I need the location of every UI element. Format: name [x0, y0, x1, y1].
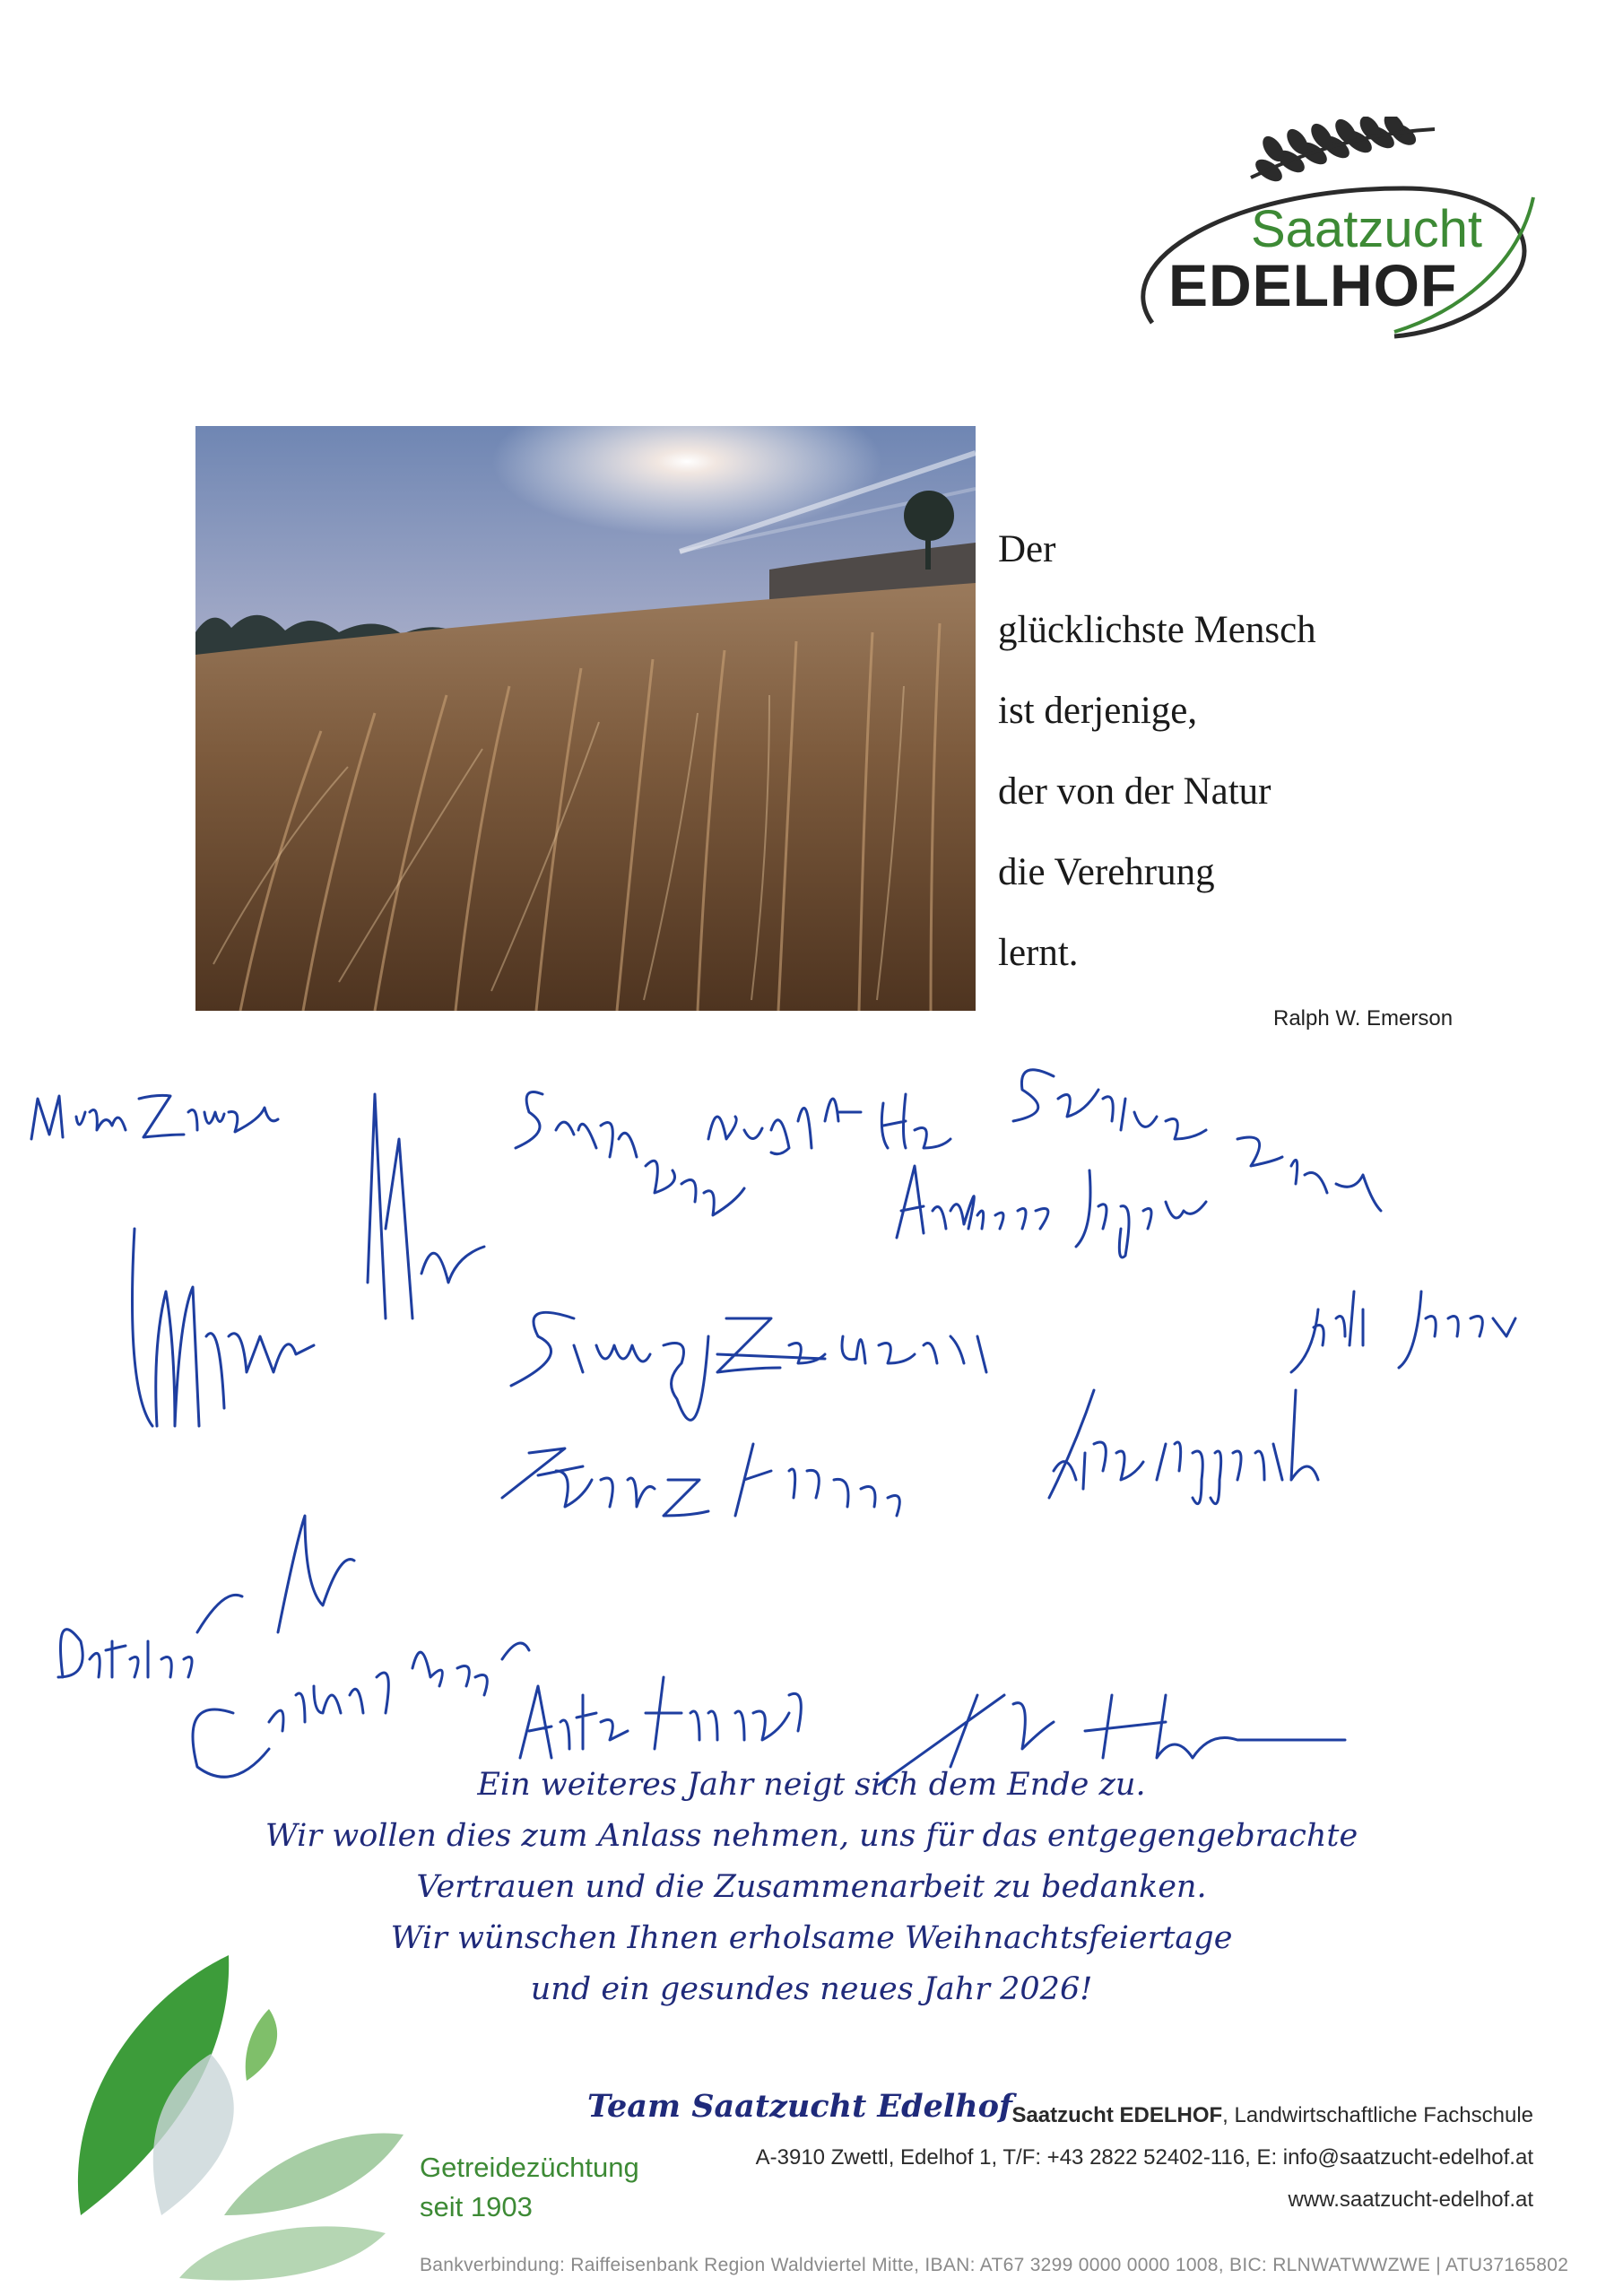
wheat-field-image	[195, 426, 976, 1011]
logo-text-saatzucht: Saatzucht	[1251, 200, 1482, 258]
message-line: Vertrauen und die Zusammenarbeit zu bedanken.	[416, 1869, 1207, 1905]
bank-details: Bankverbindung: Raiffeisenbank Region Waldviertel Mitte, IBAN: AT67 3299 0000 0000 1008, BIC: RLNWATWWZWE | ATU37165802	[420, 2255, 1569, 2275]
quote-line: Der	[998, 528, 1056, 570]
signature-check-mark	[278, 1516, 354, 1632]
signature-sandra-berger	[516, 1092, 744, 1216]
address: A-3910 Zwettl, Edelhof 1, T/F: +43 2822 52402-116, E: info@saatzucht-edelhof.at	[755, 2145, 1533, 2170]
signature-andreas-jaeger	[897, 1166, 1206, 1257]
saatzucht-edelhof-logo	[1125, 117, 1538, 341]
quote-line: die Verehrung	[998, 851, 1215, 893]
signature-anita-feilinger	[520, 1677, 801, 1758]
signature-gabriele-pernhaupt	[193, 1643, 529, 1777]
website-link[interactable]: www.saatzucht-edelhof.at	[1288, 2187, 1533, 2212]
signature-franz-wenner	[502, 1444, 899, 1516]
org-suffix: , Landwirtschaftliche Fachschule	[1222, 2103, 1533, 2127]
wheat-field-photo	[195, 426, 976, 1011]
signature-robert-janeczek	[1291, 1292, 1515, 1372]
quote-line: ist derjenige,	[998, 690, 1198, 732]
quote-author: Ralph W. Emerson	[1273, 1006, 1454, 1031]
tagline-line2: seit 1903	[420, 2191, 533, 2222]
message-line: Wir wollen dies zum Anlass nehmen, uns für das entgegengebrachte	[265, 1818, 1358, 1854]
message-line: Ein weiteres Jahr neigt sich dem Ende zu.	[477, 1767, 1146, 1803]
signature-mina-zaruga	[31, 1095, 278, 1139]
leaves-logo-icon	[54, 1946, 430, 2287]
quote-line: der von der Natur	[998, 770, 1271, 813]
signature-sims-zeder	[511, 1312, 986, 1420]
tagline-line1: Getreidezüchtung	[420, 2152, 639, 2183]
signature-rudolf-hel	[708, 1094, 950, 1154]
message-line: und ein gesundes neues Jahr 2026!	[530, 1971, 1093, 2007]
tagline	[420, 2148, 639, 2227]
message-line: Wir wünschen Ihnen erholsame Weihnachtsfeiertage	[390, 1920, 1233, 1956]
signature-sabine-zeller	[1013, 1070, 1381, 1211]
quote-line: lernt.	[998, 932, 1079, 974]
org-name: Saatzucht EDELHOF	[1011, 2103, 1223, 2127]
quote-line: glücklichste Mensch	[998, 609, 1316, 651]
signature-lukas-kappenberger	[1049, 1390, 1318, 1504]
emerson-quote	[998, 509, 1536, 994]
signature-large	[133, 1094, 485, 1426]
contact-block	[756, 2094, 1533, 2221]
org-line	[756, 2094, 1533, 2136]
signature-patrice	[58, 1595, 242, 1677]
team-signatures	[0, 1049, 1623, 1839]
logo-text-edelhof: EDELHOF	[1168, 252, 1458, 318]
team-signoff: Team Saatzucht Edelhof	[587, 2088, 1012, 2125]
